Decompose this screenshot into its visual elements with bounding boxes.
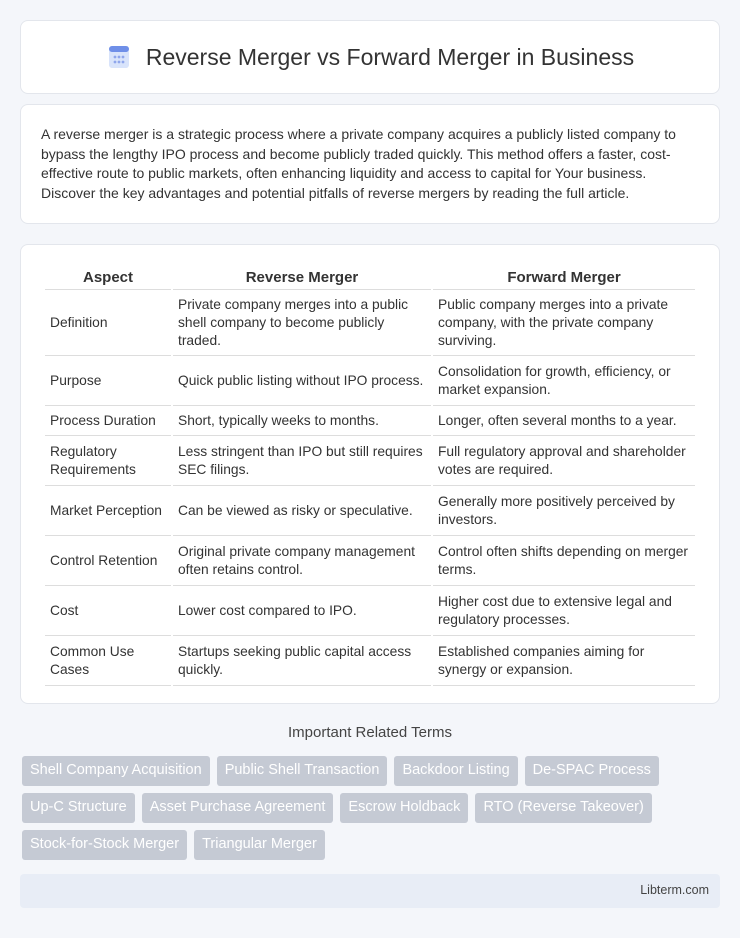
reverse-merger-cell: Short, typically weeks to months. (173, 406, 431, 436)
column-header: Reverse Merger (173, 265, 431, 290)
reverse-merger-cell: Can be viewed as risky or speculative. (173, 486, 431, 536)
related-term-tag[interactable]: Public Shell Transaction (217, 756, 388, 786)
forward-merger-cell: Consolidation for growth, efficiency, or market expansion. (433, 356, 695, 406)
table-row (45, 436, 695, 486)
page-header (20, 20, 720, 94)
reverse-merger-cell: Startups seeking public capital access quickly. (173, 636, 431, 686)
related-term-tag[interactable]: Shell Company Acquisition (22, 756, 210, 786)
reverse-merger-cell: Original private company management often retains control. (173, 536, 431, 586)
reverse-merger-cell: Private company merges into a public shell company to become publicly traded. (173, 290, 431, 356)
table-row (45, 406, 695, 436)
related-term-tag[interactable]: Asset Purchase Agreement (142, 793, 334, 823)
reverse-merger-cell: Quick public listing without IPO process. (173, 356, 431, 406)
table-row (45, 536, 695, 586)
aspect-cell: Market Perception (45, 486, 171, 536)
table-row (45, 636, 695, 686)
intro-section (20, 104, 720, 224)
related-term-tag[interactable]: RTO (Reverse Takeover) (475, 793, 651, 823)
forward-merger-cell: Control often shifts depending on merger terms. (433, 536, 695, 586)
forward-merger-cell: Full regulatory approval and shareholder votes are required. (433, 436, 695, 486)
table-row (45, 356, 695, 406)
related-term-tag[interactable]: Triangular Merger (194, 830, 325, 860)
document-icon (106, 44, 132, 70)
table-row (45, 586, 695, 636)
related-term-tag[interactable]: Backdoor Listing (394, 756, 517, 786)
aspect-cell: Control Retention (45, 536, 171, 586)
forward-merger-cell: Generally more positively perceived by investors. (433, 486, 695, 536)
related-term-tag[interactable]: Escrow Holdback (340, 793, 468, 823)
table-header-row (45, 265, 695, 290)
forward-merger-cell: Higher cost due to extensive legal and regulatory processes. (433, 586, 695, 636)
aspect-cell: Regulatory Requirements (45, 436, 171, 486)
comparison-table (43, 265, 697, 686)
related-terms-title: Important Related Terms (288, 724, 452, 741)
aspect-cell: Cost (45, 586, 171, 636)
reverse-merger-cell: Lower cost compared to IPO. (173, 586, 431, 636)
column-header: Forward Merger (433, 265, 695, 290)
intro-text: A reverse merger is a strategic process where a private company acquires a publicly listed company to bypass the lengthy IPO process and become publicly traded quickly. This method offers a faster, cost-effective route to public markets, often enhancing liquidity and access to capital for Your business. Discover the key advantages and potential pitfalls of reverse mergers by reading the full article. (41, 126, 676, 201)
footer-link[interactable]: Libterm.com (640, 883, 709, 897)
reverse-merger-cell: Less stringent than IPO but still requires SEC filings. (173, 436, 431, 486)
forward-merger-cell: Public company merges into a private company, with the private company surviving. (433, 290, 695, 356)
footer (20, 874, 720, 908)
comparison-table-card (20, 244, 720, 704)
table-row (45, 290, 695, 356)
related-term-tag[interactable]: Up-C Structure (22, 793, 135, 823)
aspect-cell: Common Use Cases (45, 636, 171, 686)
column-header: Aspect (45, 265, 171, 290)
page-title: Reverse Merger vs Forward Merger in Business (145, 43, 635, 70)
table-row (45, 486, 695, 536)
forward-merger-cell: Longer, often several months to a year. (433, 406, 695, 436)
aspect-cell: Purpose (45, 356, 171, 406)
aspect-cell: Definition (45, 290, 171, 356)
aspect-cell: Process Duration (45, 406, 171, 436)
related-term-tag[interactable]: Stock-for-Stock Merger (22, 830, 187, 860)
forward-merger-cell: Established companies aiming for synergy or expansion. (433, 636, 695, 686)
related-terms-list (22, 756, 722, 860)
related-term-tag[interactable]: De-SPAC Process (525, 756, 659, 786)
